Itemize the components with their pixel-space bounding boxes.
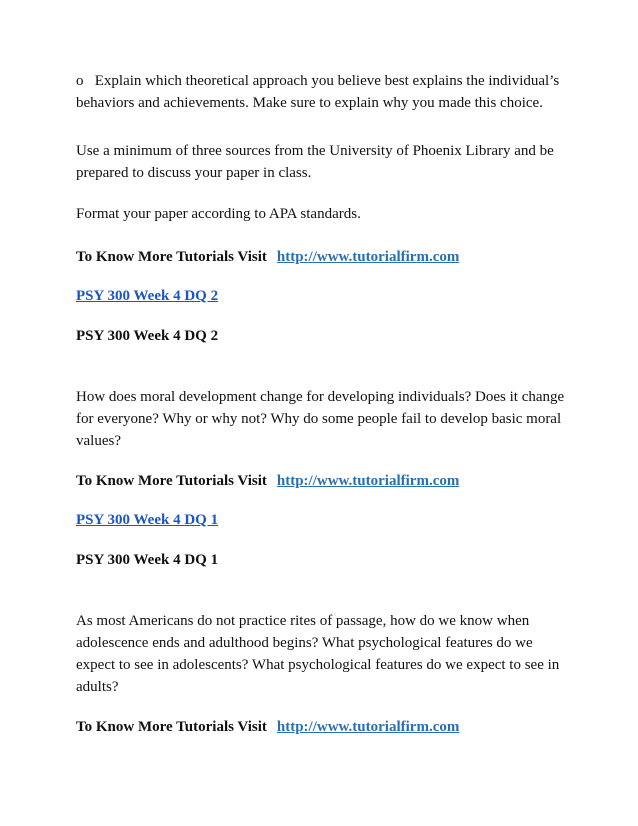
paragraph-format (76, 203, 566, 225)
dq2-question (76, 386, 566, 452)
dq1-title: PSY 300 Week 4 DQ 1 (76, 552, 219, 568)
paragraph-line: adults? (76, 679, 119, 695)
dq2-title-block (76, 325, 566, 347)
paragraph-line: for everyone? Why or why not? Why do some people fail to develop basic moral (76, 411, 562, 427)
promo-label: To Know More Tutorials Visit (76, 719, 267, 735)
paragraph-line: How does moral development change for developing individuals? Does it change (76, 389, 565, 405)
paragraph-line: prepared to discuss your paper in class. (76, 165, 312, 181)
tutorialfirm-link[interactable]: http://www.tutorialfirm.com (276, 249, 460, 265)
paragraph-line: values? (76, 433, 121, 449)
bullet-marker: o (76, 73, 84, 89)
paragraph-line: expect to see in adolescents? What psychological features do we expect to see in (76, 657, 560, 673)
paragraph-line: Explain which theoretical approach you believe best explains the individual’s (94, 73, 560, 89)
promo-label: To Know More Tutorials Visit (76, 249, 267, 265)
paragraph-sources (76, 140, 566, 184)
paragraph-line: adolescence ends and adulthood begins? What psychological features do we (76, 635, 533, 651)
dq2-heading-link[interactable]: PSY 300 Week 4 DQ 2 (76, 288, 219, 304)
paragraph-theoretical-approach (76, 70, 566, 114)
dq1-title-block (76, 549, 566, 571)
dq1-heading-link[interactable]: PSY 300 Week 4 DQ 1 (76, 512, 219, 528)
dq2-title: PSY 300 Week 4 DQ 2 (76, 328, 219, 344)
paragraph-line: behaviors and achievements. Make sure to explain why you made this choice. (76, 95, 543, 111)
promo-line-3 (76, 716, 566, 738)
promo-line-2 (76, 470, 566, 492)
paragraph-line: Use a minimum of three sources from the University of Phoenix Library and be (76, 143, 554, 159)
paragraph-line: Format your paper according to APA standards. (76, 206, 361, 222)
tutorialfirm-link[interactable]: http://www.tutorialfirm.com (276, 719, 460, 735)
bullet-line (76, 70, 566, 92)
dq2-heading-link-block (76, 285, 566, 307)
promo-line-1 (76, 246, 566, 268)
tutorialfirm-link[interactable]: http://www.tutorialfirm.com (276, 473, 460, 489)
promo-label: To Know More Tutorials Visit (76, 473, 267, 489)
dq1-question (76, 610, 566, 698)
paragraph-line: As most Americans do not practice rites of passage, how do we know when (76, 613, 530, 629)
dq1-heading-link-block (76, 509, 566, 531)
